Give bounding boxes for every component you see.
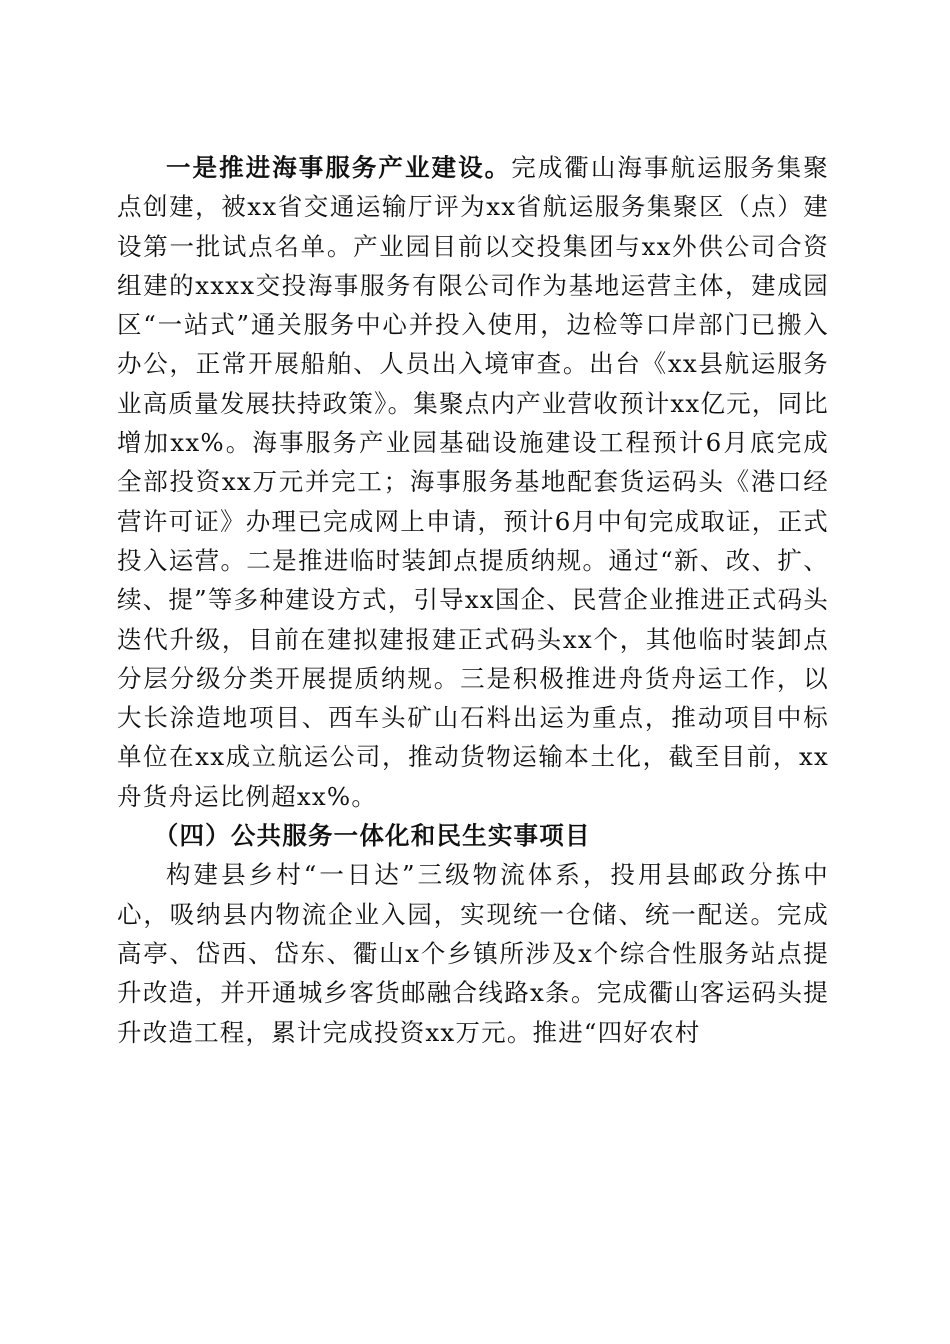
paragraph-lead: 一是推进海事服务产业建设。: [166, 153, 512, 182]
document-body: [117, 148, 829, 1052]
paragraph-public-services: 构建县乡村“一日达”三级物流体系，投用县邮政分拣中心，吸纳县内物流企业入园，实现统一仓储、统一配送。完成高亭、岱西、岱东、衢山x个乡镇所涉及x个综合性服务站点提升改造，并开通城乡客货邮融合线路x条。完成衢山客运码头提升改造工程，累计完成投资xx万元。推进“四好农村: [117, 860, 829, 1047]
section-heading: （四）公共服务一体化和民生实事项目: [153, 821, 591, 851]
paragraph-maritime-services: [117, 148, 829, 816]
paragraph-body: 完成衢山海事航运服务集聚点创建，被xx省交通运输厅评为xx省航运服务集聚区（点）建设第一批试点名单。产业园目前以交投集团与xx外供公司合资组建的xxxx交投海事服务有限公司作为基地运营主体，建成园区“一站式”通关服务中心并投入使用，边检等口岸部门已搬入办公，正常开展船舶、人员出入境审查。出台《xx县航运服务业高质量发展扶持政策》。集聚点内产业营收预计xx亿元，同比增加xx%。海事服务产业园基础设施建设工程预计6月底完成全部投资xx万元并完工；海事服务基地配套货运码头《港口经营许可证》办理已完成网上申请，预计6月中旬完成取证，正式投入运营。二是推进临时装卸点提质纳规。通过“新、改、扩、续、提”等多种建设方式，引导xx国企、民营企业推进正式码头迭代升级，目前在建拟建报建正式码头xx个，其他临时装卸点分层分级分类开展提质纳规。三是积极推进舟货舟运工作，以大长涂造地项目、西车头矿山石料出运为重点，推动项目中标单位在xx成立航运公司，推动货物运输本土化，截至目前，xx舟货舟运比例超xx%。: [117, 153, 829, 811]
